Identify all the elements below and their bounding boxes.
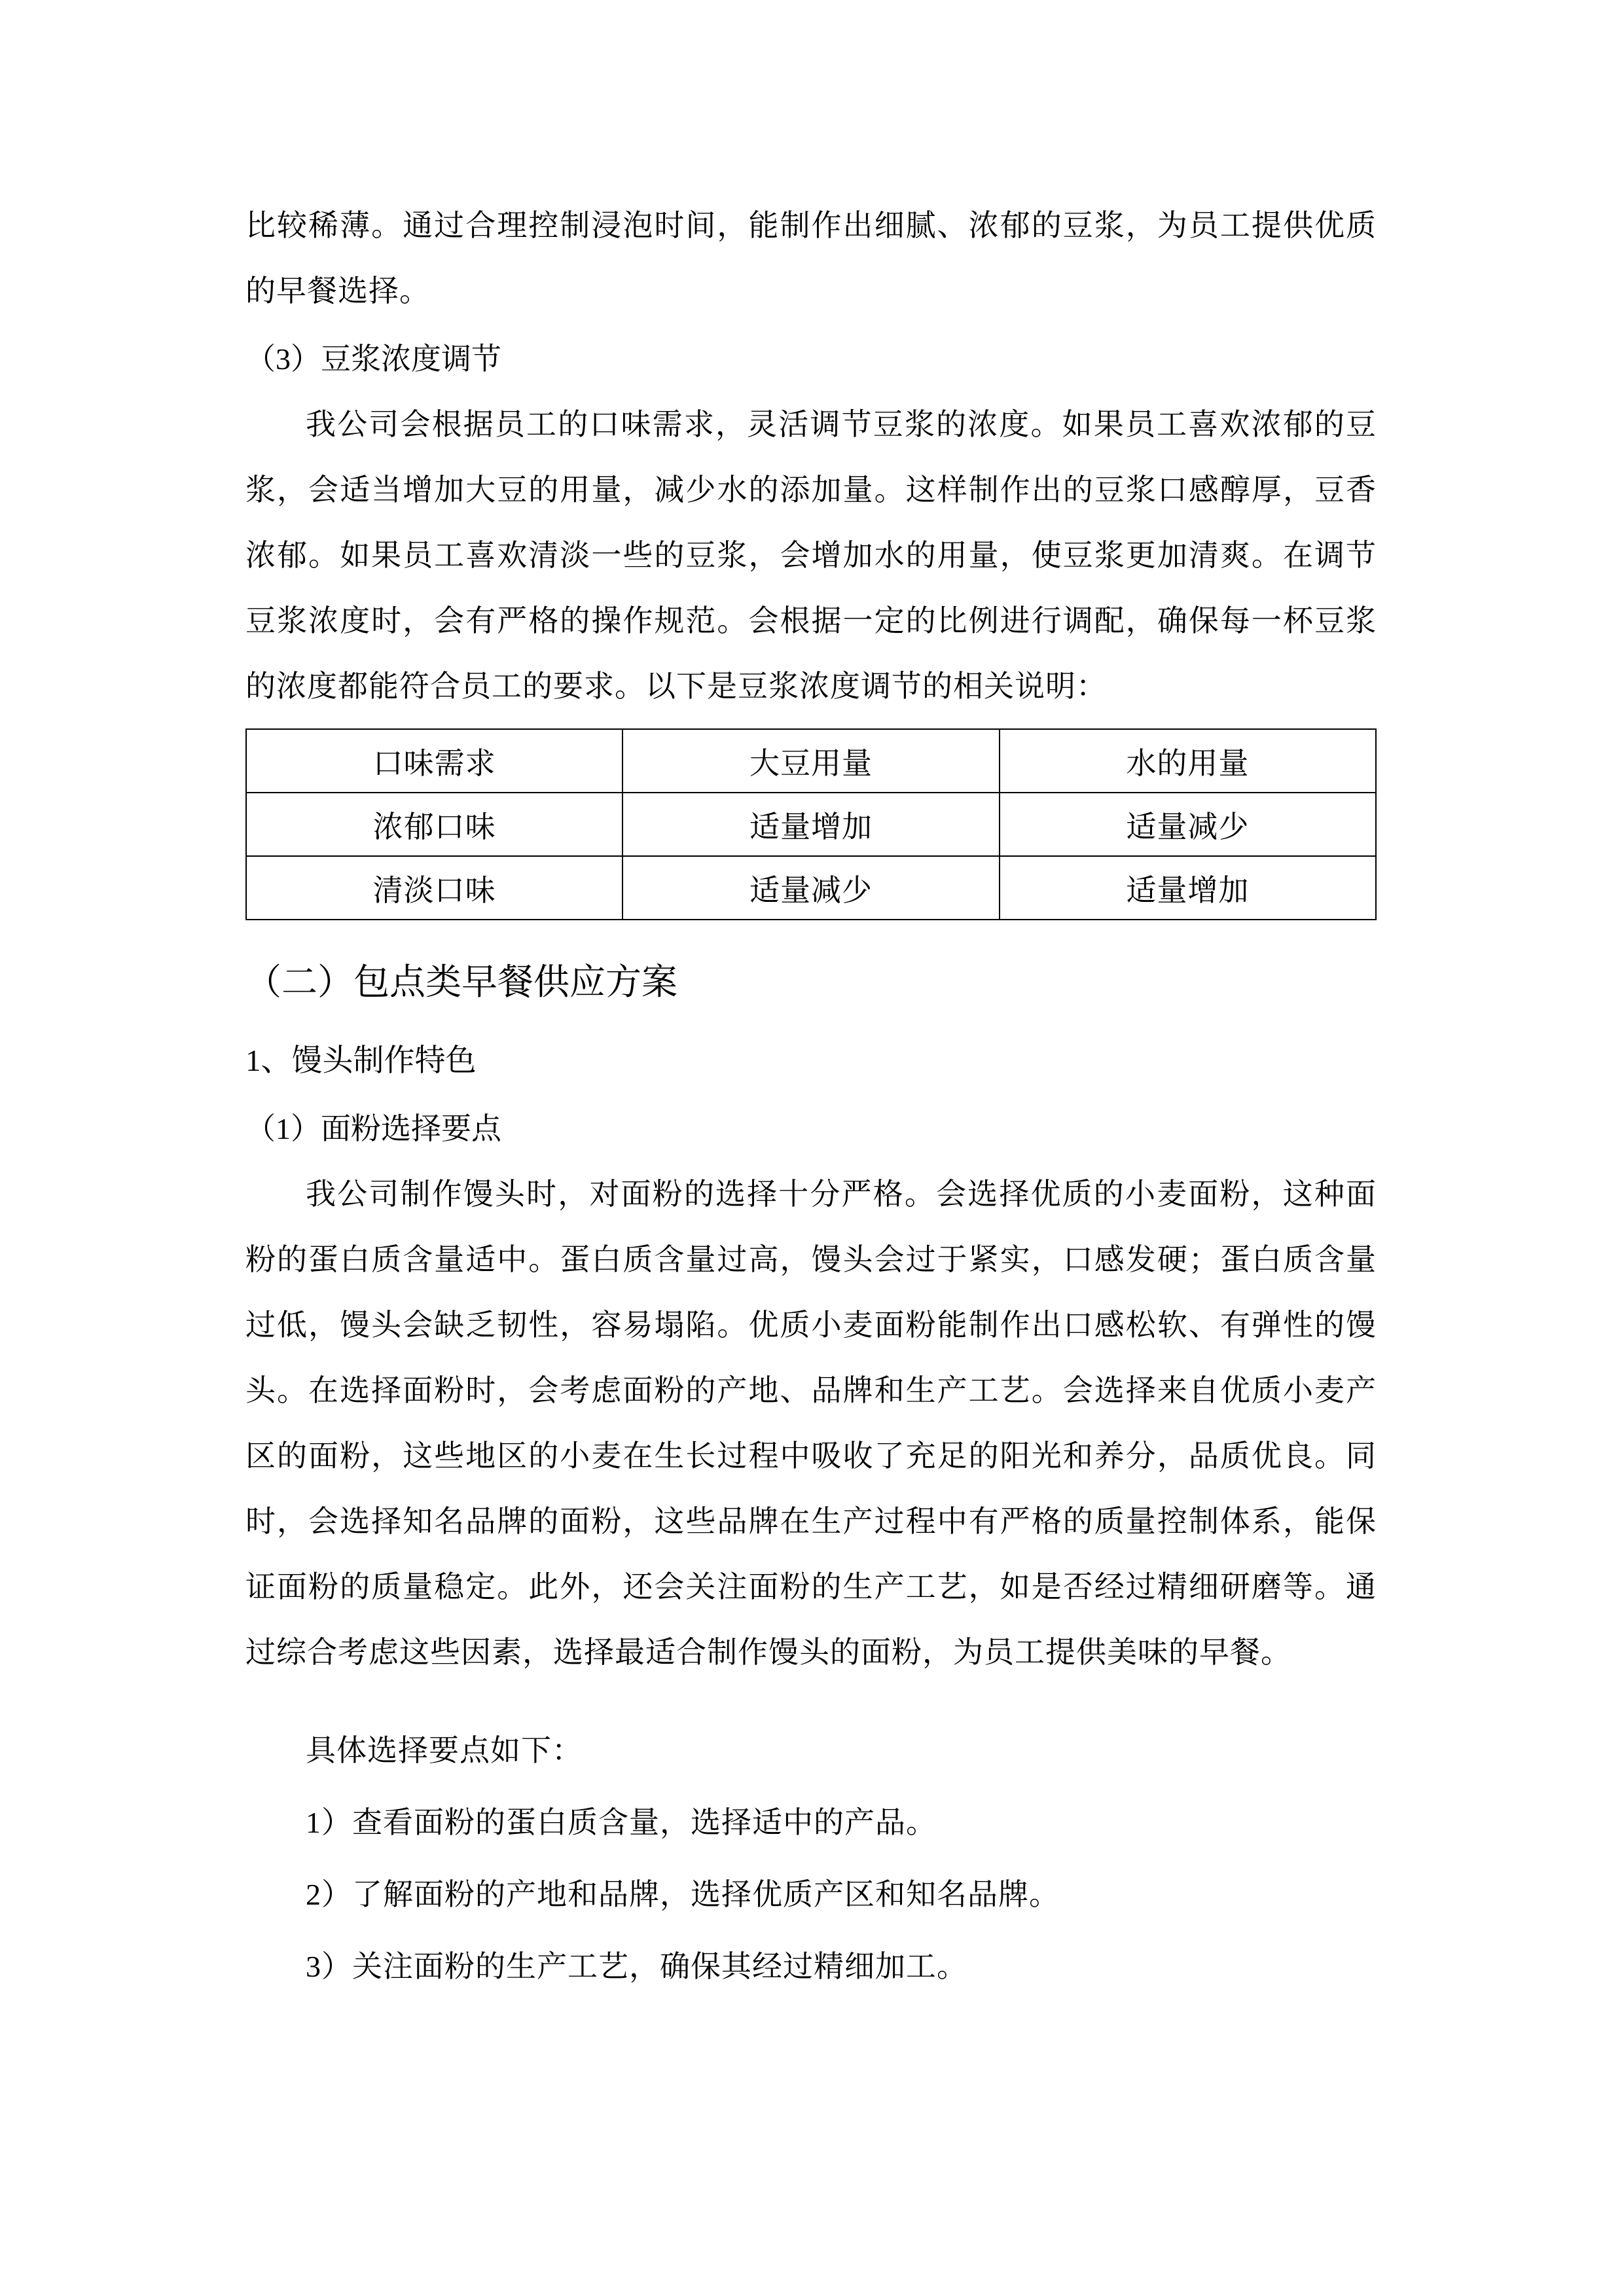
list-intro: 具体选择要点如下： (306, 1734, 583, 1767)
list-item-2: 2）了解面粉的产地和品牌，选择优质产区和知名品牌。 (306, 1878, 1060, 1911)
table-cell: 浓郁口味 (246, 793, 623, 856)
table-cell: 清淡口味 (246, 856, 623, 920)
table-header-row (246, 729, 1376, 793)
table-header-taste: 口味需求 (246, 729, 623, 793)
list-item-1: 1）查看面粉的蛋白质含量，选择适中的产品。 (306, 1806, 937, 1839)
table-header-water: 水的用量 (1000, 729, 1376, 793)
table-header-soybean: 大豆用量 (623, 729, 999, 793)
table-cell: 适量减少 (1000, 793, 1376, 856)
table-row (246, 856, 1376, 920)
paragraph-flour-selection: 我公司制作馒头时，对面粉的选择十分严格。会选择优质的小麦面粉，这种面粉的蛋白质含量适中。蛋白质含量过高，馒头会过于紧实，口感发硬；蛋白质含量过低，馒头会缺乏韧性，容易塌陷。优质小麦面粉能制作出口感松软、有弹性的馒头。在选择面粉时，会考虑面粉的产地、品牌和生产工艺。会选择来自优质小麦产区的面粉，这些地区的小麦在生长过程中吸收了充足的阳光和养分，品质优良。同时，会选择知名品牌的面粉，这些品牌在生产过程中有严格的质量控制体系，能保证面粉的质量稳定。此外，还会关注面粉的生产工艺，如是否经过精细研磨等。通过综合考虑这些因素，选择最适合制作馒头的面粉，为员工提供美味的早餐。 (245, 1177, 1377, 1669)
list-item-3: 3）关注面粉的生产工艺，确保其经过精细加工。 (306, 1950, 967, 1983)
paragraph-concentration: 我公司会根据员工的口味需求，灵活调节豆浆的浓度。如果员工喜欢浓郁的豆浆，会适当增加大豆的用量，减少水的添加量。这样制作出的豆浆口感醇厚，豆香浓郁。如果员工喜欢清淡一些的豆浆，会增加水的用量，使豆浆更加清爽。在调节豆浆浓度时，会有严格的操作规范。会根据一定的比例进行调配，确保每一杯豆浆的浓度都能符合员工的要求。以下是豆浆浓度调节的相关说明： (245, 408, 1377, 703)
heading-flour-selection: （1）面粉选择要点 (245, 1112, 501, 1145)
table-cell: 适量增加 (1000, 856, 1376, 920)
concentration-table (245, 728, 1377, 920)
heading-soymilk-concentration: （3）豆浆浓度调节 (245, 342, 501, 376)
heading-mantou-feature: 1、馒头制作特色 (245, 1044, 477, 1078)
table-cell: 适量减少 (623, 856, 999, 920)
paragraph-soymilk-continued: 比较稀薄。通过合理控制浸泡时间，能制作出细腻、浓郁的豆浆，为员工提供优质的早餐选择。 (245, 209, 1377, 308)
table-cell: 适量增加 (623, 793, 999, 856)
table-row (246, 793, 1376, 856)
heading-baozi-section: （二）包点类早餐供应方案 (245, 962, 678, 1002)
